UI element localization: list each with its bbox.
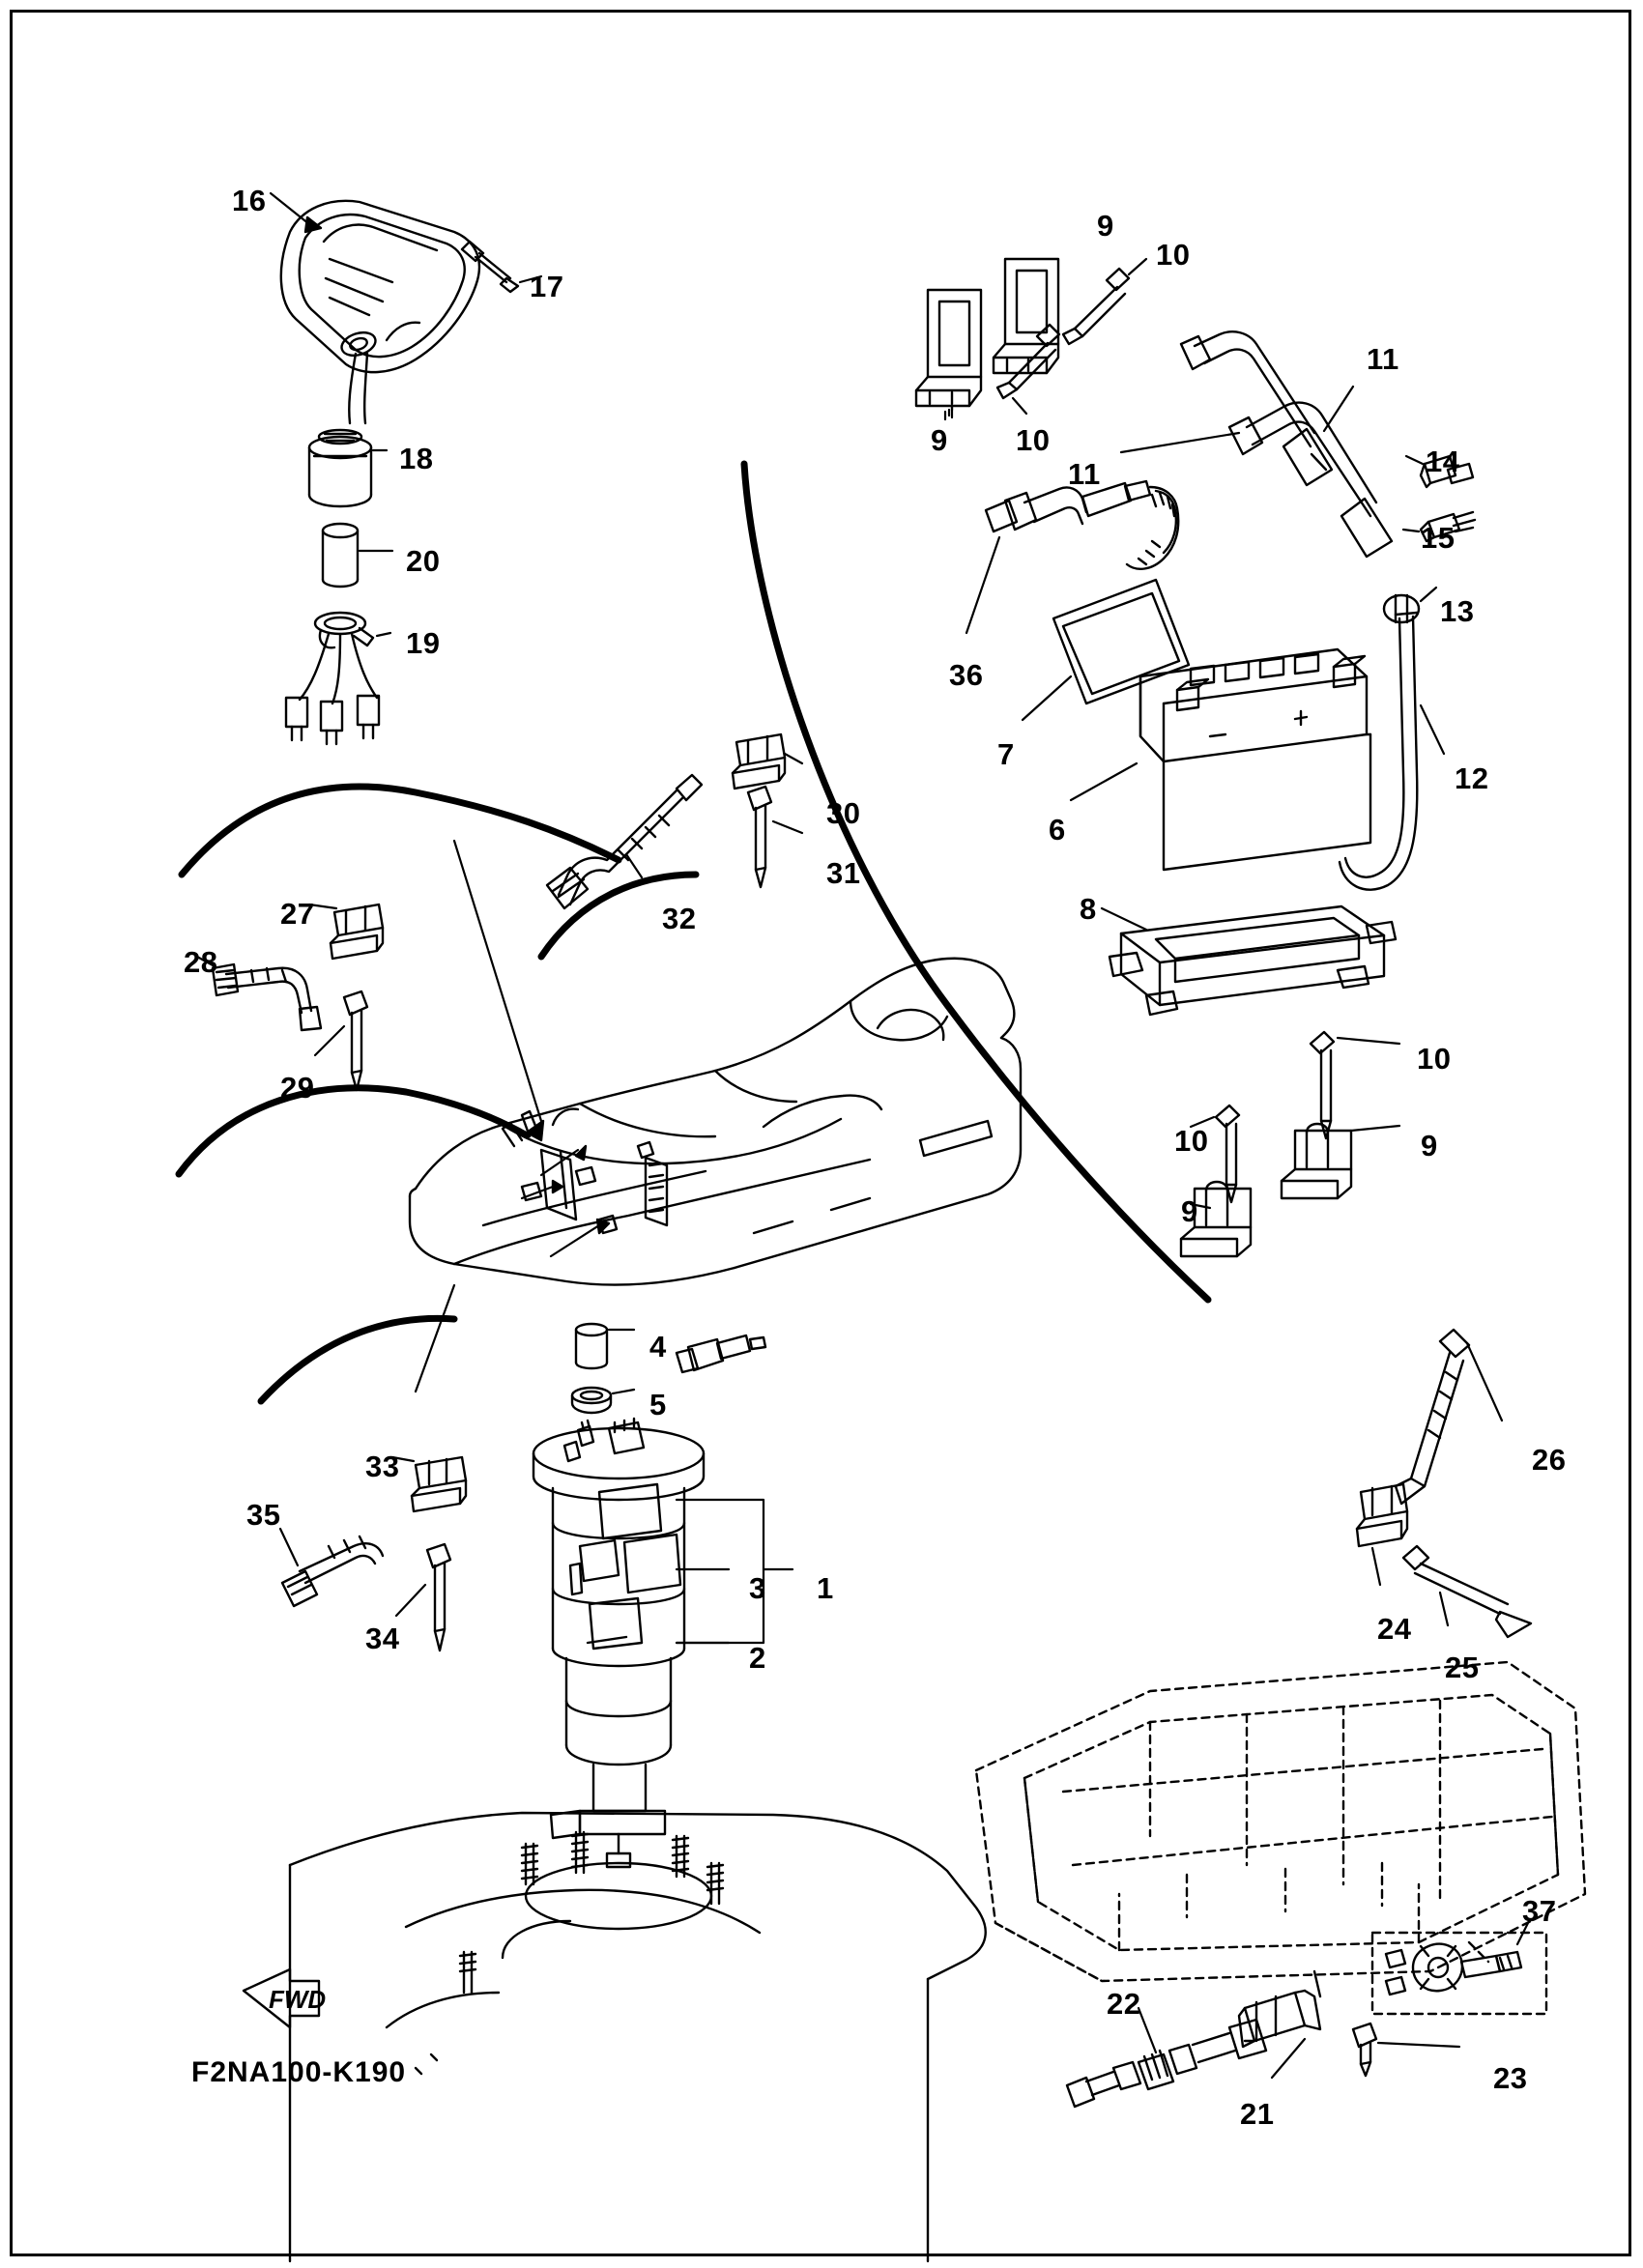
callout-8: 8 [1080, 892, 1097, 926]
callout-28: 28 [184, 945, 218, 979]
callout-37: 37 [1522, 1894, 1557, 1928]
callout-29: 29 [280, 1071, 315, 1105]
callout-25: 25 [1445, 1651, 1480, 1684]
callout-36: 36 [949, 658, 984, 692]
callout-10-c: 10 [1417, 1042, 1452, 1076]
callout-6: 6 [1049, 813, 1066, 847]
callout-22: 22 [1107, 1987, 1141, 2021]
callout-31: 31 [826, 856, 861, 890]
callout-9-c: 9 [1421, 1129, 1438, 1163]
callout-26: 26 [1532, 1443, 1567, 1477]
callout-11-a: 11 [1367, 342, 1399, 376]
callout-20: 20 [406, 544, 441, 578]
callout-13: 13 [1440, 594, 1475, 628]
callout-16: 16 [232, 184, 267, 217]
callout-30: 30 [826, 796, 861, 830]
callout-9-b: 9 [931, 423, 948, 457]
callout-23: 23 [1493, 2061, 1528, 2095]
callout-9-d: 9 [1181, 1194, 1198, 1228]
diagram-code: F2NA100-K190 [191, 2056, 407, 2088]
callout-7: 7 [997, 737, 1015, 771]
callout-32: 32 [662, 902, 697, 935]
callout-17: 17 [530, 270, 564, 303]
callout-11-b: 11 [1068, 457, 1101, 491]
callout-4: 4 [649, 1330, 667, 1364]
callout-3: 3 [749, 1571, 766, 1605]
callout-1: 1 [817, 1571, 834, 1605]
callout-10-a: 10 [1156, 238, 1191, 272]
fwd-direction-label: FWD [269, 1985, 327, 2014]
callout-10-b: 10 [1016, 423, 1051, 457]
callout-15: 15 [1421, 521, 1456, 555]
callout-24: 24 [1377, 1612, 1412, 1646]
callout-9-a: 9 [1097, 209, 1114, 243]
callout-10-d: 10 [1174, 1124, 1209, 1158]
callout-35: 35 [246, 1498, 281, 1532]
callout-18: 18 [399, 442, 434, 475]
callout-2: 2 [749, 1641, 766, 1675]
callout-19: 19 [406, 626, 441, 660]
callout-14: 14 [1426, 445, 1460, 478]
callout-33: 33 [365, 1450, 400, 1483]
callout-27: 27 [280, 897, 315, 931]
callout-21: 21 [1240, 2097, 1275, 2131]
callout-5: 5 [649, 1388, 667, 1421]
callout-34: 34 [365, 1622, 400, 1655]
callout-12: 12 [1455, 761, 1489, 795]
